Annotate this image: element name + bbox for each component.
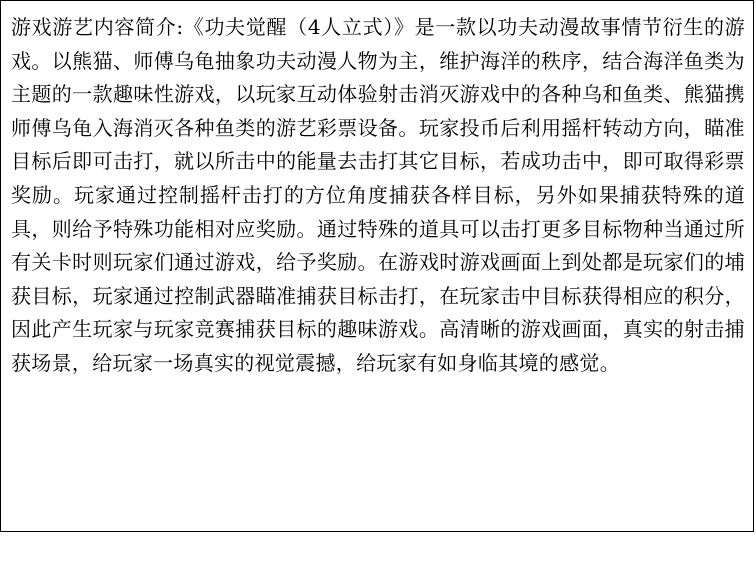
section-label: 游戏游艺内容简介:	[11, 15, 184, 39]
description-paragraph	[11, 11, 745, 381]
description-text: 《功夫觉醒（4人立式）》是一款以功夫动漫故事情节衍生的游戏。以熊猫、师傅乌龟抽象功夫动漫人物为主，维护海洋的秩序，结合海洋鱼类为主题的一款趣味性游戏，以玩家互动体验射击消灭游戏中的各种乌和鱼类、熊猫携师傅乌龟入海消灭各种鱼类的游艺彩票设备。玩家投币后利用摇杆转动方向，瞄准目标后即可击打，就以所击中的能量去击打其它目标，若成功击中，即可取得彩票奖励。玩家通过控制摇杆击打的方位角度捕获各样目标，另外如果捕获特殊的道具，则给予特殊功能相对应奖励。通过特殊的道具可以击打更多目标物种当通过所有关卡时则玩家们通过游戏，给予奖励。在游戏时游戏画面上到处都是玩家们的埔获目标，玩家通过控制武器瞄准捕获目标击打，在玩家击中目标获得相应的积分，因此产生玩家与玩家竞赛捕获目标的趣味游戏。高清晰的游戏画面，真实的射击捕获场景，给玩家一场真实的视觉震撼，给玩家有如身临其境的感觉。	[11, 15, 745, 375]
